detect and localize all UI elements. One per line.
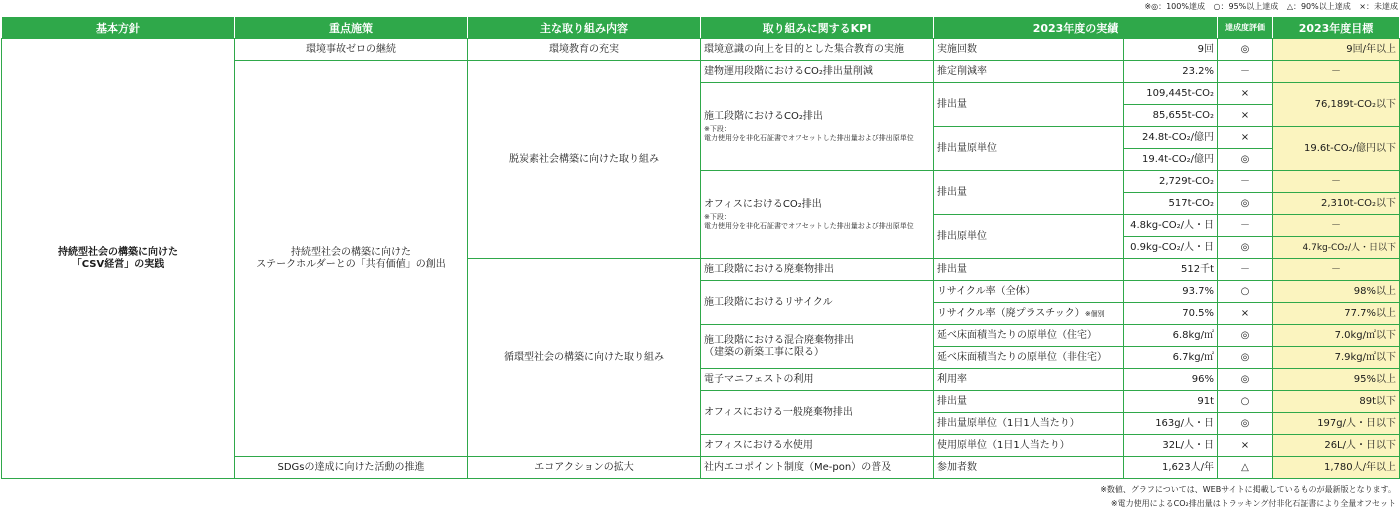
evaluation-cell: － (1218, 61, 1273, 83)
target-cell: 98%以上 (1273, 281, 1400, 303)
policy-line1: 持続型社会の構築に向けた (58, 246, 178, 258)
evaluation-cell: × (1218, 303, 1273, 325)
kpi-construction-co2-note: 電力使用分を非化石証書でオフセットした排出量および排出原単位 (704, 133, 914, 142)
table-header-row (2, 17, 1400, 39)
kpi-construction-co2 (701, 83, 934, 171)
target-cell: 95%以上 (1273, 369, 1400, 391)
footnote-web: ※数値、グラフについては、WEBサイトに掲載しているものが最新版となります。 (1100, 485, 1396, 494)
result-cell: 1,623人/年 (1124, 457, 1218, 479)
metric-cell: 排出量 (934, 171, 1124, 215)
metric-cell: 延べ床面積当たりの原単位（非住宅） (934, 347, 1124, 369)
result-cell: 85,655t-CO₂ (1124, 105, 1218, 127)
evaluation-cell: ◎ (1218, 149, 1273, 171)
result-cell: 93.7% (1124, 281, 1218, 303)
header-target-2023: 2023年度目標 (1273, 17, 1400, 39)
result-cell: 109,445t-CO₂ (1124, 83, 1218, 105)
evaluation-cell: ◎ (1218, 39, 1273, 61)
kpi-office-co2-note: 電力使用分を非化石証書でオフセットした排出量および排出原単位 (704, 221, 914, 230)
target-cell: 26L/人・日以下 (1273, 435, 1400, 457)
evaluation-legend (1138, 0, 1398, 14)
kpi-construction-co2-label: 施工段階におけるCO₂排出 (704, 110, 823, 122)
target-cell: 77.7%以上 (1273, 303, 1400, 325)
evaluation-cell: － (1218, 215, 1273, 237)
target-cell: 4.7kg-CO₂/人・日以下 (1273, 237, 1400, 259)
result-cell: 24.8t-CO₂/億円 (1124, 127, 1218, 149)
kpi-mixed-waste-line1: 施工段階における混合廃棄物排出 (704, 334, 854, 346)
evaluation-cell: － (1218, 171, 1273, 193)
target-cell: － (1273, 215, 1400, 237)
target-cell: 7.0kg/㎡以下 (1273, 325, 1400, 347)
priority-shared-value-line1: 持続型社会の構築に向けた (291, 246, 411, 258)
metric-cell: 実施回数 (934, 39, 1124, 61)
target-cell: 76,189t-CO₂以下 (1273, 83, 1400, 127)
kpi-construction-recycle: 施工段階におけるリサイクル (701, 281, 934, 325)
result-cell: 96% (1124, 369, 1218, 391)
priority-shared-value-line2: ステークホルダーとの「共有価値」の創出 (256, 258, 446, 270)
metric-cell: 排出量原単位（1日1人当たり） (934, 413, 1124, 435)
evaluation-cell: ○ (1218, 391, 1273, 413)
kpi-office-water: オフィスにおける水使用 (701, 435, 934, 457)
target-cell: 1,780人/年以上 (1273, 457, 1400, 479)
result-cell: 0.9kg-CO₂/人・日 (1124, 237, 1218, 259)
evaluation-cell: ◎ (1218, 369, 1273, 391)
evaluation-cell: ◎ (1218, 237, 1273, 259)
result-cell: 91t (1124, 391, 1218, 413)
result-cell: 512千t (1124, 259, 1218, 281)
evaluation-cell: × (1218, 83, 1273, 105)
target-cell: 9回/年以上 (1273, 39, 1400, 61)
result-cell: 4.8kg-CO₂/人・日 (1124, 215, 1218, 237)
target-cell: 197g/人・日以下 (1273, 413, 1400, 435)
kpi-office-waste: オフィスにおける一般廃棄物排出 (701, 391, 934, 435)
metric-note: ※個別 (1084, 309, 1105, 318)
target-cell: － (1273, 259, 1400, 281)
result-cell: 6.8kg/㎡ (1124, 325, 1218, 347)
metric-cell: 排出量 (934, 391, 1124, 413)
metric-cell: リサイクル率（全体） (934, 281, 1124, 303)
legend-good: ○：95%以上達成 (1213, 2, 1279, 11)
target-cell: － (1273, 171, 1400, 193)
kpi-mixed-waste (701, 325, 934, 369)
kpi-education: 環境意識の向上を目的とした集合教育の実施 (701, 39, 934, 61)
environment-kpi-table (1, 16, 1400, 479)
kpi-manifest: 電子マニフェストの利用 (701, 369, 934, 391)
result-cell: 517t-CO₂ (1124, 193, 1218, 215)
legend-fair: △：90%以上達成 (1286, 2, 1351, 11)
metric-cell: 使用原単位（1日1人当たり） (934, 435, 1124, 457)
metric-cell: 排出量 (934, 259, 1124, 281)
header-priority: 重点施策 (235, 17, 468, 39)
evaluation-cell: ◎ (1218, 347, 1273, 369)
evaluation-cell: × (1218, 435, 1273, 457)
evaluation-cell: × (1218, 105, 1273, 127)
evaluation-cell: × (1218, 127, 1273, 149)
kpi-office-co2-note-head: ※下段： (704, 212, 731, 221)
metric-cell: 参加者数 (934, 457, 1124, 479)
kpi-mixed-waste-line2: （建築の新築工事に限る） (704, 346, 824, 358)
evaluation-cell: ◎ (1218, 193, 1273, 215)
metric-label: リサイクル率（廃プラスチック） (937, 307, 1085, 319)
metric-cell: 利用率 (934, 369, 1124, 391)
kpi-me-pon: 社内エコポイント制度（Me-pon）の普及 (701, 457, 934, 479)
action-education: 環境教育の充実 (468, 39, 701, 61)
result-cell: 2,729t-CO₂ (1124, 171, 1218, 193)
result-cell: 163g/人・日 (1124, 413, 1218, 435)
kpi-construction-waste: 施工段階における廃棄物排出 (701, 259, 934, 281)
metric-cell (934, 303, 1124, 325)
action-circular: 循環型社会の構築に向けた取り組み (468, 259, 701, 457)
result-cell: 32L/人・日 (1124, 435, 1218, 457)
metric-cell: 推定削減率 (934, 61, 1124, 83)
header-kpi: 取り組みに関するKPI (701, 17, 934, 39)
result-cell: 23.2% (1124, 61, 1218, 83)
metric-cell: 排出量 (934, 83, 1124, 127)
evaluation-cell: ◎ (1218, 413, 1273, 435)
result-cell: 19.4t-CO₂/億円 (1124, 149, 1218, 171)
header-evaluation: 達成度評価 (1218, 17, 1273, 39)
target-cell: 89t以下 (1273, 391, 1400, 413)
evaluation-cell: ○ (1218, 281, 1273, 303)
metric-cell: 排出原単位 (934, 215, 1124, 259)
target-cell: 7.9kg/㎡以下 (1273, 347, 1400, 369)
result-cell: 6.7kg/㎡ (1124, 347, 1218, 369)
kpi-building-co2: 建物運用段階におけるCO₂排出量削減 (701, 61, 934, 83)
policy-line2: 「CSV経営」の実践 (71, 258, 165, 270)
evaluation-cell: △ (1218, 457, 1273, 479)
metric-cell: 排出量原単位 (934, 127, 1124, 171)
policy-cell (2, 39, 235, 479)
footnote-offset: ※電力使用によるCO₂排出量はトラッキング付非化石証書により全量オフセット (1110, 499, 1396, 508)
target-cell: 19.6t-CO₂/億円以下 (1273, 127, 1400, 171)
kpi-office-co2 (701, 171, 934, 259)
priority-sdgs: SDGsの達成に向けた活動の推進 (235, 457, 468, 479)
kpi-office-co2-label: オフィスにおけるCO₂排出 (704, 198, 822, 210)
priority-zero-accident: 環境事故ゼロの継続 (235, 39, 468, 61)
target-cell: 2,310t-CO₂以下 (1273, 193, 1400, 215)
table-row (2, 39, 1400, 61)
header-policy: 基本方針 (2, 17, 235, 39)
evaluation-cell: － (1218, 259, 1273, 281)
priority-shared-value (235, 61, 468, 457)
target-cell: － (1273, 61, 1400, 83)
action-decarbon: 脱炭素社会構築に向けた取り組み (468, 61, 701, 259)
kpi-construction-co2-note-head: ※下段： (704, 124, 731, 133)
metric-cell: 延べ床面積当たりの原単位（住宅） (934, 325, 1124, 347)
header-result-2023: 2023年度の実績 (934, 17, 1218, 39)
legend-excellent: ※◎：100%達成 (1144, 2, 1205, 11)
legend-poor: ×：未達成 (1359, 2, 1398, 11)
evaluation-cell: ◎ (1218, 325, 1273, 347)
result-cell: 9回 (1124, 39, 1218, 61)
result-cell: 70.5% (1124, 303, 1218, 325)
header-action: 主な取り組み内容 (468, 17, 701, 39)
action-eco: エコアクションの拡大 (468, 457, 701, 479)
